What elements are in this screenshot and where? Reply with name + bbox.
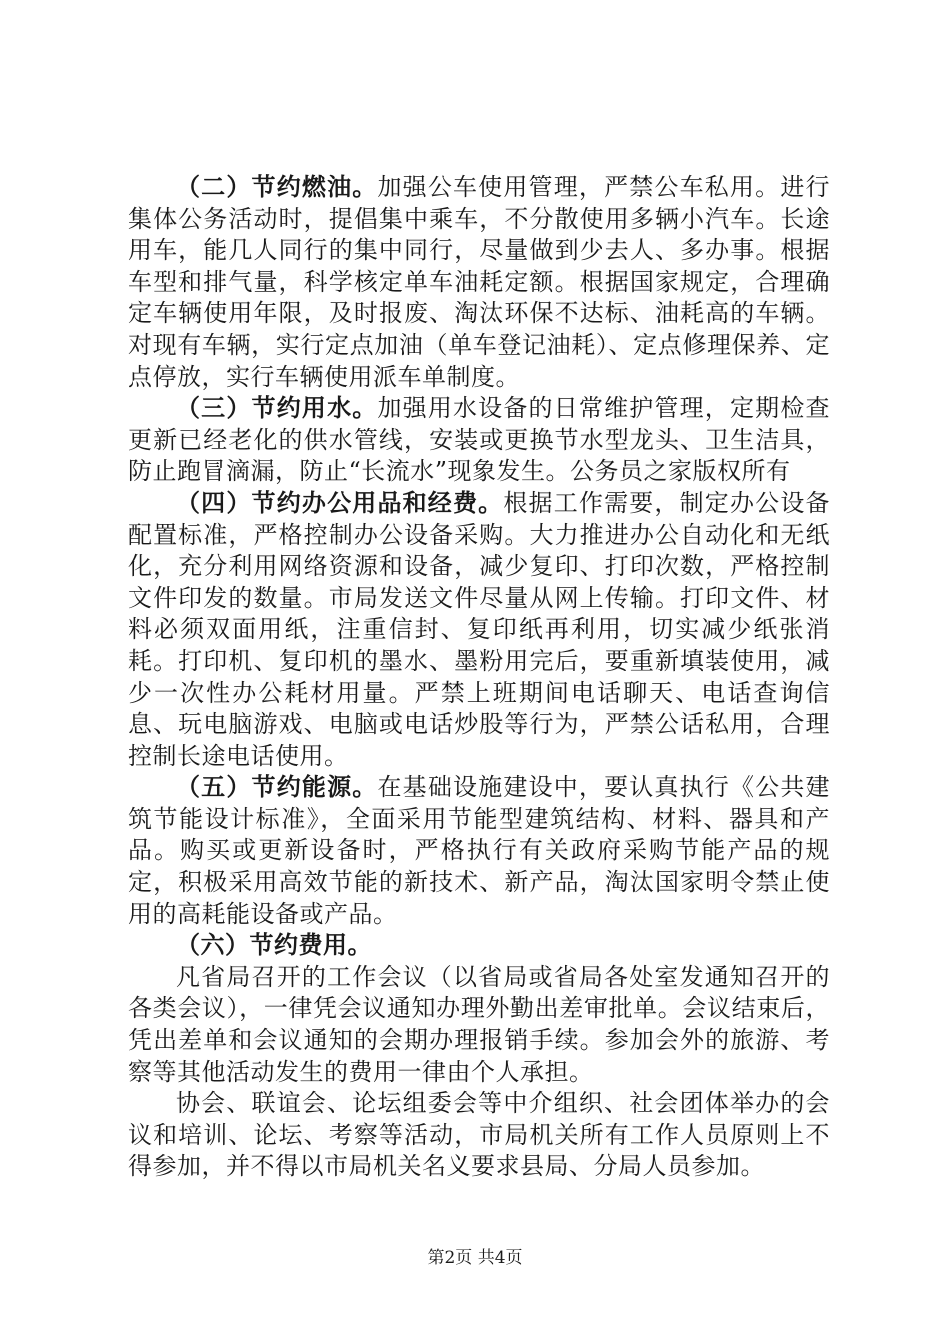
paragraph-text: 加强公车使用管理，严禁公车私用。进行集体公务活动时，提倡集中乘车，不分散使用多辆小汽车。长途用车，能几人同行的集中同行，尽量做到少去人、多办事。根据车型和排气量，科学核定单车油耗定额。根据国家规定，合理确定车辆使用年限，及时报废、淘汰环保不达标、油耗高的车辆。对现有车辆，实行定点加油（单车登记油耗）、定点修理保养、定点停放，实行车辆使用派车单制度。: [128, 173, 831, 391]
page-number-footer: 第2页 共4页: [427, 1248, 523, 1268]
paragraph-heading: （六）节约费用。: [176, 931, 372, 960]
paragraph-heading: （二）节约燃油。: [176, 173, 378, 201]
paragraph-text: 凡省局召开的工作会议（以省局或省局各处室发通知召开的各类会议），一律凭会议通知办理外勤出差审批单。会议结束后，凭出差单和会议通知的会期办理报销手续。参加会外的旅游、考察等其他活动发生的费用一律由个人承担。: [128, 962, 830, 1086]
paragraph-fuel: [128, 172, 830, 393]
paragraph-text: 根据工作需要，制定办公设备配置标准，严格控制办公设备采购。大力推进办公自动化和无纸化，充分利用网络资源和设备，减少复印、打印次数，严格控制文件印发的数量。市局发送文件尽量从网上传输。打印文件、材料必须双面用纸，注重信封、复印纸再利用，切实减少纸张消耗。打印机、复印机的墨水、墨粉用完后，要重新填装使用，减少一次性办公耗材用量。严禁上班期间电话聊天、电话查询信息、玩电脑游戏、电脑或电话炒股等行为，严禁公话私用，合理控制长途电话使用。: [128, 488, 831, 770]
paragraph-text: 加强用水设备的日常维护管理，定期检查更新已经老化的供水管线，安装或更换节水型龙头、卫生洁具，防止跑冒滴漏，防止“长流水”现象发生。公务员之家版权所有: [128, 394, 831, 486]
paragraph-associations: [128, 1088, 830, 1183]
paragraph-heading: （五）节约能源。: [176, 773, 378, 802]
paragraph-energy: [128, 772, 830, 930]
paragraph-text: 在基础设施建设中，要认真执行《公共建筑节能设计标准》，全面采用节能型建筑结构、材料、器具和产品。购买或更新设备时，严格执行有关政府采购节能产品的规定，积极采用高效节能的新技术、新产品，淘汰国家明令禁止使用的高耗能设备或产品。: [128, 773, 831, 928]
paragraph-water: [128, 393, 830, 488]
paragraph-office-supplies: [128, 488, 830, 772]
document-body: [128, 172, 830, 1183]
paragraph-heading: （四）节约办公用品和经费。: [176, 488, 504, 517]
paragraph-meetings: [128, 962, 830, 1088]
paragraph-heading: （三）节约用水。: [176, 394, 378, 423]
paragraph-text: 协会、联谊会、论坛组委会等中介组织、社会团体举办的会议和培训、论坛、考察等活动，市局机关所有工作人员原则上不得参加，并不得以市局机关名义要求县局、分局人员参加。: [128, 1089, 830, 1181]
paragraph-expenses-heading: [128, 930, 830, 962]
